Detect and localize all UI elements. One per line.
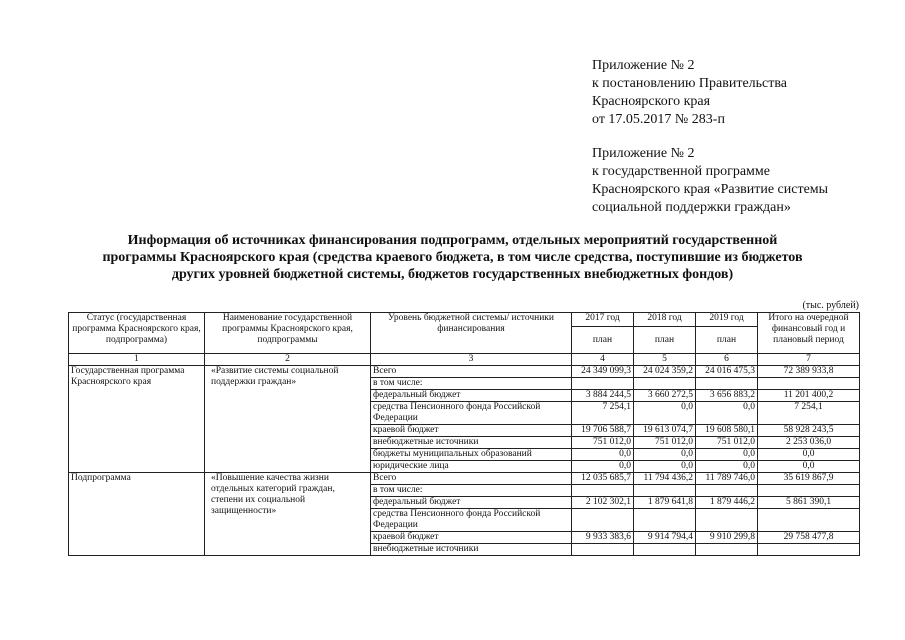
colnum: 1 xyxy=(69,354,205,366)
document-title xyxy=(60,232,845,283)
appendix-decree-line: к постановлению Правительства xyxy=(592,76,788,91)
value-cell-2018: 0,0 xyxy=(634,449,696,461)
level-cell: в том числе: xyxy=(371,485,572,497)
total-cell: 11 201 400,2 xyxy=(758,390,860,402)
value-cell-2019 xyxy=(696,509,758,532)
value-cell-2019: 11 789 746,0 xyxy=(696,473,758,485)
value-cell-2018: 24 024 359,2 xyxy=(634,366,696,378)
level-cell: внебюджетные источники xyxy=(371,544,572,556)
level-cell: Всего xyxy=(371,473,572,485)
header-name: Наименование государственной программы Красноярского края, подпрограммы xyxy=(205,313,371,354)
value-cell-2017: 19 706 588,7 xyxy=(572,425,634,437)
header-plan: план xyxy=(696,327,758,354)
level-cell: средства Пенсионного фонда Российской Федерации xyxy=(371,402,572,425)
header-plan: план xyxy=(572,327,634,354)
header-2017: 2017 год xyxy=(572,313,634,327)
value-cell-2019: 19 608 580,1 xyxy=(696,425,758,437)
total-cell: 58 928 243,5 xyxy=(758,425,860,437)
value-cell-2018: 3 660 272,5 xyxy=(634,390,696,402)
value-cell-2018: 0,0 xyxy=(634,402,696,425)
total-cell xyxy=(758,544,860,556)
value-cell-2018: 751 012,0 xyxy=(634,437,696,449)
header-plan: план xyxy=(634,327,696,354)
total-cell: 2 253 036,0 xyxy=(758,437,860,449)
table-row xyxy=(69,366,860,378)
level-cell: средства Пенсионного фонда Российской Федерации xyxy=(371,509,572,532)
value-cell-2018: 0,0 xyxy=(634,461,696,473)
title-line: программы Красноярского края (средства краевого бюджета, в том числе средства, поступившие из бюджетов xyxy=(102,250,803,265)
value-cell-2017: 12 035 685,7 xyxy=(572,473,634,485)
status-cell: Государственная программа Красноярского края xyxy=(69,366,205,473)
appendix-decree-line: Приложение № 2 xyxy=(592,58,695,73)
title-line: Информация об источниках финансирования подпрограмм, отдельных мероприятий государственной xyxy=(127,233,778,248)
level-cell: бюджеты муниципальных образований xyxy=(371,449,572,461)
program-name-cell: «Повышение качества жизни отдельных категорий граждан, степени их социальной защищенности» xyxy=(205,473,371,556)
colnum: 6 xyxy=(696,354,758,366)
value-cell-2019: 9 910 299,8 xyxy=(696,532,758,544)
appendix-decree-line: от 17.05.2017 № 283-п xyxy=(592,112,725,127)
value-cell-2019 xyxy=(696,485,758,497)
value-cell-2017: 0,0 xyxy=(572,449,634,461)
value-cell-2018: 1 879 641,8 xyxy=(634,497,696,509)
status-cell: Подпрограмма xyxy=(69,473,205,556)
total-cell xyxy=(758,509,860,532)
value-cell-2019: 751 012,0 xyxy=(696,437,758,449)
value-cell-2019: 1 879 446,2 xyxy=(696,497,758,509)
header-level: Уровень бюджетной системы/ источники финансирования xyxy=(371,313,572,354)
title-line: других уровней бюджетной системы, бюджетов государственных внебюджетных фондов) xyxy=(171,267,734,282)
total-cell: 72 389 933,8 xyxy=(758,366,860,378)
table-body xyxy=(69,366,860,556)
total-cell: 7 254,1 xyxy=(758,402,860,425)
level-cell: юридические лица xyxy=(371,461,572,473)
appendix-decree xyxy=(592,57,787,129)
value-cell-2017 xyxy=(572,544,634,556)
value-cell-2018: 9 914 794,4 xyxy=(634,532,696,544)
value-cell-2018 xyxy=(634,509,696,532)
value-cell-2017: 9 933 383,6 xyxy=(572,532,634,544)
appendix-program-line: к государственной программе xyxy=(592,164,770,179)
appendix-decree-line: Красноярского края xyxy=(592,94,711,109)
total-cell: 0,0 xyxy=(758,449,860,461)
units-note: (тыс. рублей) xyxy=(802,300,859,311)
colnum: 2 xyxy=(205,354,371,366)
value-cell-2017: 751 012,0 xyxy=(572,437,634,449)
value-cell-2017 xyxy=(572,509,634,532)
value-cell-2018: 19 613 074,7 xyxy=(634,425,696,437)
total-cell: 5 861 390,1 xyxy=(758,497,860,509)
appendix-program-line: Красноярского края «Развитие системы xyxy=(592,182,829,197)
table-header xyxy=(69,313,860,366)
appendix-program-line: Приложение № 2 xyxy=(592,146,695,161)
value-cell-2019 xyxy=(696,378,758,390)
value-cell-2019 xyxy=(696,544,758,556)
financing-table xyxy=(68,312,860,556)
value-cell-2019: 0,0 xyxy=(696,449,758,461)
colnum: 5 xyxy=(634,354,696,366)
level-cell: федеральный бюджет xyxy=(371,497,572,509)
level-cell: краевой бюджет xyxy=(371,532,572,544)
value-cell-2017: 3 884 244,5 xyxy=(572,390,634,402)
value-cell-2018: 11 794 436,2 xyxy=(634,473,696,485)
value-cell-2019: 24 016 475,3 xyxy=(696,366,758,378)
level-cell: краевой бюджет xyxy=(371,425,572,437)
value-cell-2019: 0,0 xyxy=(696,402,758,425)
header-2018: 2018 год xyxy=(634,313,696,327)
value-cell-2018 xyxy=(634,544,696,556)
total-cell: 35 619 867,9 xyxy=(758,473,860,485)
colnum: 3 xyxy=(371,354,572,366)
level-cell: федеральный бюджет xyxy=(371,390,572,402)
level-cell: в том числе: xyxy=(371,378,572,390)
total-cell xyxy=(758,485,860,497)
level-cell: Всего xyxy=(371,366,572,378)
header-status: Статус (государственная программа Красноярского края, подпрограмма) xyxy=(69,313,205,354)
value-cell-2017: 7 254,1 xyxy=(572,402,634,425)
value-cell-2019: 0,0 xyxy=(696,461,758,473)
program-name-cell: «Развитие системы социальной поддержки граждан» xyxy=(205,366,371,473)
appendix-program xyxy=(592,145,828,217)
total-cell: 29 758 477,8 xyxy=(758,532,860,544)
value-cell-2017: 24 349 099,3 xyxy=(572,366,634,378)
value-cell-2017: 2 102 302,1 xyxy=(572,497,634,509)
colnum: 4 xyxy=(572,354,634,366)
header-total: Итого на очередной финансовый год и плановый период xyxy=(758,313,860,354)
level-cell: внебюджетные источники xyxy=(371,437,572,449)
value-cell-2018 xyxy=(634,485,696,497)
value-cell-2017 xyxy=(572,485,634,497)
colnum: 7 xyxy=(758,354,860,366)
value-cell-2017 xyxy=(572,378,634,390)
total-cell: 0,0 xyxy=(758,461,860,473)
total-cell xyxy=(758,378,860,390)
value-cell-2017: 0,0 xyxy=(572,461,634,473)
header-2019: 2019 год xyxy=(696,313,758,327)
table-row xyxy=(69,473,860,485)
appendix-program-line: социальной поддержки граждан» xyxy=(592,200,791,215)
value-cell-2019: 3 656 883,2 xyxy=(696,390,758,402)
value-cell-2018 xyxy=(634,378,696,390)
